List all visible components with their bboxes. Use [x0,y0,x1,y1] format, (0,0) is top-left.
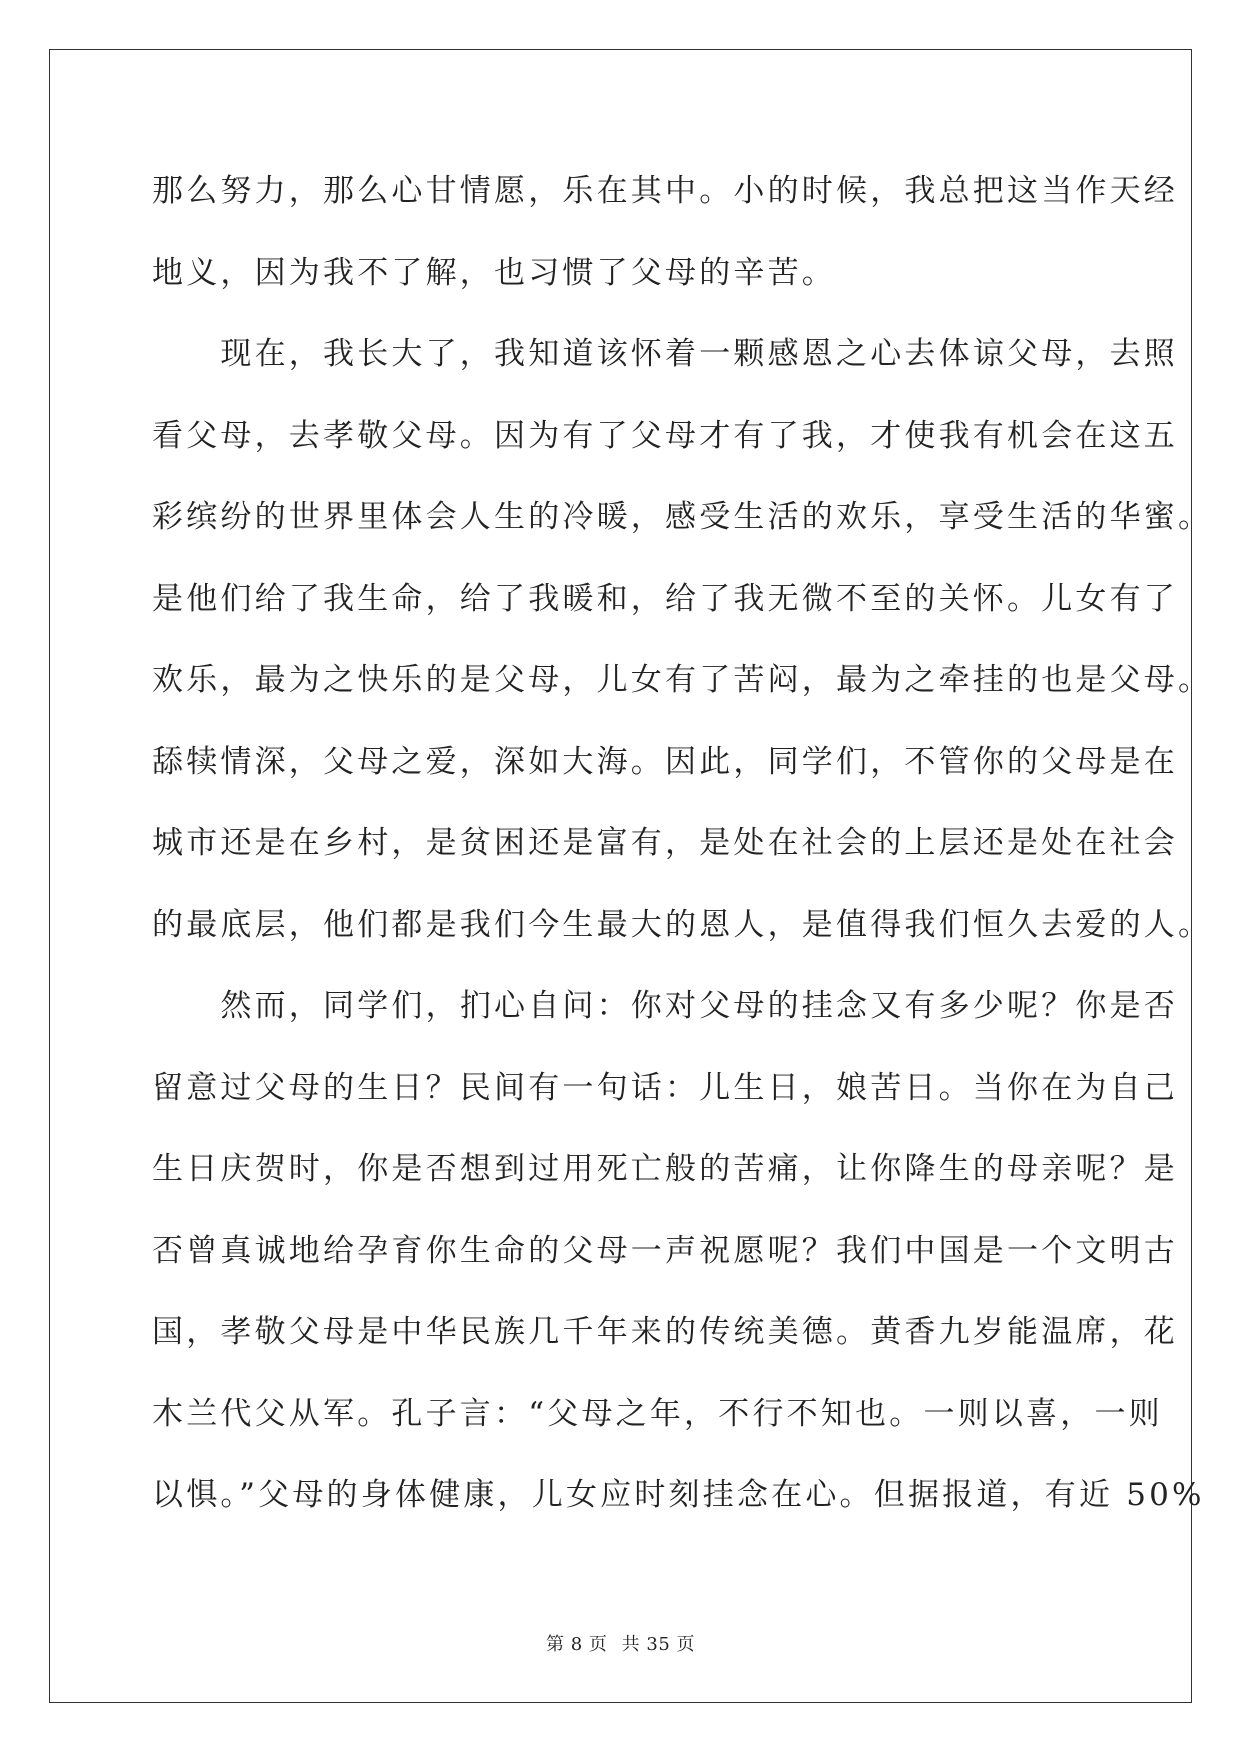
page-number: 第 8 页 [546,1634,608,1655]
text-line: 是他们给了我生命，给了我暖和，给了我无微不至的关怀。儿女有了 [152,580,1178,617]
text-line: 城市还是在乡村，是贫困还是富有，是处在社会的上层还是处在社会 [152,825,1178,861]
text-line: 否曾真诚地给孕育你生命的父母一声祝愿呢？我们中国是一个文明古 [152,1232,1178,1269]
text-line: 看父母，去孝敬父母。因为有了父母才有了我，才使我有机会在这五 [152,417,1178,454]
text-line: 然而，同学们，扪心自问：你对父母的挂念又有多少呢？你是否 [152,988,1178,1024]
text-line: 以惧。”父母的身体健康，儿女应时刻挂念在心。但据报道，有近 50% [152,1477,1205,1513]
text-line: 欢乐，最为之快乐的是父母，儿女有了苦闷，最为之牵挂的也是父母。 [152,662,1213,698]
text-line: 国，孝敬父母是中华民族几千年来的传统美德。黄香九岁能温席，花 [152,1314,1178,1350]
text-line: 木兰代父从军。孔子言：“父母之年，不行不知也。一则以喜，一则 [152,1395,1163,1432]
text-line: 留意过父母的生日？民间有一句话：儿生日，娘苦日。当你在为自己 [152,1069,1178,1106]
page-footer [0,1630,1241,1656]
page-total: 共 35 页 [621,1634,695,1655]
text-line: 地义，因为我不了解，也习惯了父母的辛苦。 [152,254,836,291]
text-line: 的最底层，他们都是我们今生最大的恩人，是值得我们恒久去爱的人。 [152,906,1213,943]
body-text [152,162,1213,1548]
text-line: 现在，我长大了，我知道该怀着一颗感恩之心去体谅父母，去照 [152,336,1178,372]
text-line: 舔犊情深，父母之爱，深如大海。因此，同学们，不管你的父母是在 [152,743,1178,780]
text-line: 那么努力，那么心甘情愿，乐在其中。小的时候，我总把这当作天经 [152,173,1178,209]
text-line: 彩缤纷的世界里体会人生的冷暖，感受生活的欢乐，享受生活的华蜜。 [152,499,1213,535]
text-line: 生日庆贺时，你是否想到过用死亡般的苦痛，让你降生的母亲呢？是 [152,1151,1178,1187]
